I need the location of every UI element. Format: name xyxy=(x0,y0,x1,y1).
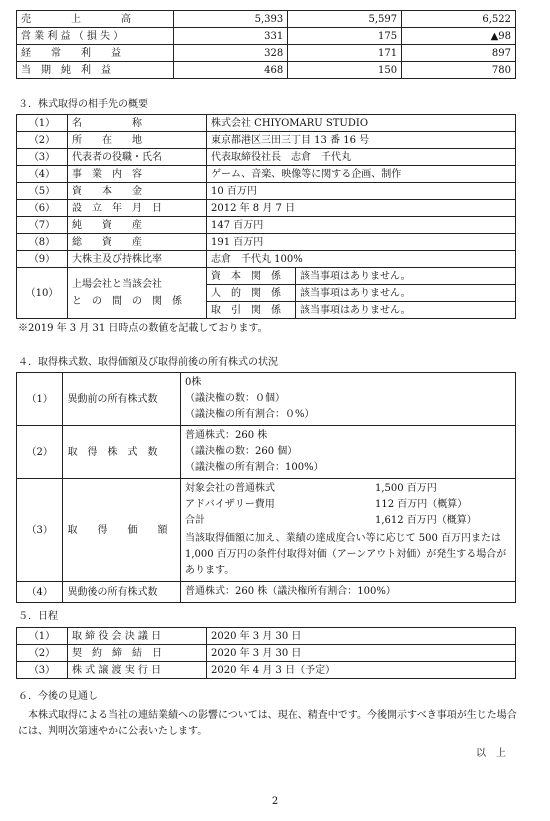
row-number: （1） xyxy=(17,115,68,132)
row-value: ゲーム、音楽、映像等に関する企画、制作 xyxy=(207,166,516,183)
relationship-label xyxy=(68,268,207,319)
row-number: （1） xyxy=(17,373,63,426)
table-row xyxy=(17,662,516,679)
relationship-row xyxy=(17,268,516,285)
value-cell: 780 xyxy=(402,62,516,79)
value-cell: ▲98 xyxy=(402,28,516,45)
price-item xyxy=(185,481,511,497)
value-line: （議決権の数：260 個） xyxy=(185,446,298,457)
row-number: （4） xyxy=(17,166,68,183)
row-value: 191 百万円 xyxy=(207,234,516,251)
row-label: 所 在 地 xyxy=(68,132,207,149)
price-item-name: アドバイザリー費用 xyxy=(185,499,275,510)
page-number: 2 xyxy=(271,796,279,807)
row-label: 総 資 産 xyxy=(68,234,207,251)
value-line: 普通株式：260 株 xyxy=(185,430,268,441)
value-line: （議決権の所有割合：０%） xyxy=(185,409,315,420)
relationship-label-line-2: と の 間 の 関 係 xyxy=(72,296,182,307)
row-value xyxy=(181,479,516,582)
row-value: 志倉 千代丸 100% xyxy=(207,251,516,268)
row-number: （2） xyxy=(17,132,68,149)
value-cell: 6,522 xyxy=(402,11,516,28)
table-row xyxy=(17,132,516,149)
row-value: 2020 年 3 月 30 日 xyxy=(207,628,516,645)
row-label: 取 締 役 会 決 議 日 xyxy=(68,628,207,645)
value-line: （議決権の数：０個） xyxy=(185,393,285,404)
section-3-heading: ３．株式取得の相手先の概要 xyxy=(18,99,148,110)
table-row xyxy=(17,426,516,479)
row-number: （9） xyxy=(17,251,68,268)
row-label: 設 立 年 月 日 xyxy=(68,200,207,217)
table-row xyxy=(17,251,516,268)
relationship-type: 取 引 関 係 xyxy=(207,302,296,319)
table-row xyxy=(17,645,516,662)
row-number: （8） xyxy=(17,234,68,251)
financial-summary-table xyxy=(16,10,516,79)
table-row xyxy=(17,45,516,62)
row-value: 147 百万円 xyxy=(207,217,516,234)
table-row xyxy=(17,217,516,234)
section-3-note: ※2019 年 3 月 31 日時点の数値を記載しております。 xyxy=(18,323,268,334)
row-number: （2） xyxy=(17,645,68,662)
row-number: （5） xyxy=(17,183,68,200)
row-number: （10） xyxy=(17,268,68,319)
table-row xyxy=(17,200,516,217)
price-item xyxy=(185,497,511,513)
row-label: 営 業 利 益 （ 損 失 ） xyxy=(17,28,174,45)
value-line: 0株 xyxy=(185,377,202,388)
row-number: （3） xyxy=(17,149,68,166)
value-line: （議決権の所有割合：100%） xyxy=(185,462,324,473)
table-row xyxy=(17,166,516,183)
relationship-type: 資 本 関 係 xyxy=(207,268,296,285)
row-value: 10 百万円 xyxy=(207,183,516,200)
price-item-amount: 112 百万円（概算） xyxy=(375,499,468,510)
value-cell: 331 xyxy=(174,28,288,45)
table-row xyxy=(17,28,516,45)
row-number: （6） xyxy=(17,200,68,217)
relationship-value: 該当事項はありません。 xyxy=(296,285,516,302)
section-5-heading: ５．日程 xyxy=(18,611,58,622)
row-label: 取 得 株 式 数 xyxy=(63,426,181,479)
row-value: 2012 年 8 月 7 日 xyxy=(207,200,516,217)
section-4-heading: ４．取得株式数、取得価額及び取得前後の所有株式の状況 xyxy=(18,357,278,368)
value-cell: 468 xyxy=(174,62,288,79)
value-cell: 328 xyxy=(174,45,288,62)
row-label: 代表者の役職・氏名 xyxy=(68,149,207,166)
row-value: 2020 年 4 月 3 日（予定） xyxy=(207,662,516,679)
row-number: （4） xyxy=(17,582,63,603)
row-label: 取 得 価 額 xyxy=(63,479,181,582)
value-cell: 171 xyxy=(288,45,402,62)
row-value: 株式会社 CHIYOMARU STUDIO xyxy=(207,115,516,132)
table-row xyxy=(17,11,516,28)
outlook-paragraph: 本株式取得による当社の連結業績への影響については、現在、精査中です。今後開示すべき事項が生じた場合には、判明次第速やかに公表いたします。 xyxy=(18,710,517,737)
table-row xyxy=(17,183,516,200)
row-label: 異動前の所有株式数 xyxy=(63,373,181,426)
table-row xyxy=(17,115,516,132)
row-value: 代表取締役社長 志倉 千代丸 xyxy=(207,149,516,166)
price-item-amount: 1,612 百万円（概算） xyxy=(375,515,477,526)
table-row xyxy=(17,479,516,582)
row-label: 経 常 利 益 xyxy=(17,45,174,62)
counterparty-table xyxy=(16,114,516,319)
relationship-value: 該当事項はありません。 xyxy=(296,302,516,319)
row-number: （1） xyxy=(17,628,68,645)
acquisition-table xyxy=(16,372,516,603)
schedule-table xyxy=(16,627,516,679)
row-value xyxy=(181,426,516,479)
row-label: 契 約 締 結 日 xyxy=(68,645,207,662)
row-number: （7） xyxy=(17,217,68,234)
row-value: 東京都港区三田三丁目 13 番 16 号 xyxy=(207,132,516,149)
table-row xyxy=(17,62,516,79)
relationship-value: 該当事項はありません。 xyxy=(296,268,516,285)
price-item-name: 合計 xyxy=(185,515,205,526)
table-row xyxy=(17,373,516,426)
price-item xyxy=(185,513,511,529)
row-value xyxy=(181,373,516,426)
row-value: 普通株式：260 株（議決権所有割合：100%） xyxy=(181,582,516,603)
price-item-name: 対象会社の普通株式 xyxy=(185,483,275,494)
row-number: （3） xyxy=(17,479,63,582)
row-label: 売 上 高 xyxy=(17,11,174,28)
row-label: 純 資 産 xyxy=(68,217,207,234)
row-value: 2020 年 3 月 30 日 xyxy=(207,645,516,662)
value-cell: 5,597 xyxy=(288,11,402,28)
row-label: 異動後の所有株式数 xyxy=(63,582,181,603)
table-row xyxy=(17,582,516,603)
row-label: 大株主及び持株比率 xyxy=(68,251,207,268)
price-item-amount: 1,500 百万円 xyxy=(375,483,437,494)
table-row xyxy=(17,628,516,645)
relationship-type: 人 的 関 係 xyxy=(207,285,296,302)
relationship-label-line-1: 上場会社と当該会社 xyxy=(72,279,162,290)
row-label: 名 称 xyxy=(68,115,207,132)
table-row xyxy=(17,149,516,166)
row-label: 株 式 譲 渡 実 行 日 xyxy=(68,662,207,679)
value-cell: 150 xyxy=(288,62,402,79)
value-cell: 897 xyxy=(402,45,516,62)
section-6-heading: ６．今後の見通し xyxy=(18,691,98,702)
value-cell: 5,393 xyxy=(174,11,288,28)
value-cell: 175 xyxy=(288,28,402,45)
earnout-note: 当該取得価額に加え、業績の達成度合い等に応じて 500 百万円または 1,000 百万円の条件付取得対価（アーンアウト対価）が発生する場合があります。 xyxy=(185,533,507,576)
row-number: （3） xyxy=(17,662,68,679)
row-label: 当 期 純 利 益 xyxy=(17,62,174,79)
row-label: 事 業 内 容 xyxy=(68,166,207,183)
closing-mark: 以 上 xyxy=(476,748,506,759)
row-number: （2） xyxy=(17,426,63,479)
table-row xyxy=(17,234,516,251)
row-label: 資 本 金 xyxy=(68,183,207,200)
